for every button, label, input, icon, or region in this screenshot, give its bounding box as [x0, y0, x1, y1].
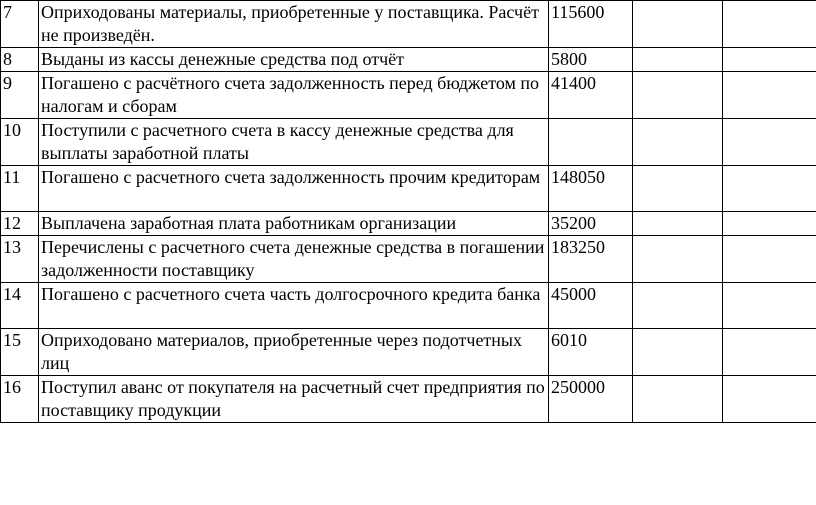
amount-cell: 5800: [549, 48, 633, 72]
debit-account-cell: [633, 48, 723, 72]
credit-account-cell: [723, 283, 816, 329]
operation-description-cell: Поступил аванс от покупателя на расчетный счет предприятия по поставщику продукции: [39, 376, 549, 423]
credit-account-cell: [723, 119, 816, 166]
debit-account-cell: [633, 212, 723, 236]
debit-account-cell: [633, 119, 723, 166]
table-row: [1, 166, 816, 212]
row-number-cell: 14: [1, 283, 39, 329]
credit-account-cell: [723, 329, 816, 376]
amount-cell: 35200: [549, 212, 633, 236]
debit-account-cell: [633, 283, 723, 329]
operation-description-cell: Погашено с расчетного счета задолженность прочим кредиторам: [39, 166, 549, 212]
credit-account-cell: [723, 212, 816, 236]
amount-cell: 250000: [549, 376, 633, 423]
table-row: [1, 329, 816, 376]
table-row: [1, 212, 816, 236]
debit-account-cell: [633, 72, 723, 119]
operation-description-cell: Перечислены с расчетного счета денежные средства в погашении задолженности поставщику: [39, 236, 549, 283]
table-row: [1, 236, 816, 283]
row-number-cell: 7: [1, 1, 39, 48]
credit-account-cell: [723, 48, 816, 72]
row-number-cell: 12: [1, 212, 39, 236]
credit-account-cell: [723, 376, 816, 423]
debit-account-cell: [633, 329, 723, 376]
amount-cell: 45000: [549, 283, 633, 329]
table-row: [1, 48, 816, 72]
amount-cell: [549, 119, 633, 166]
row-number-cell: 10: [1, 119, 39, 166]
operations-table-body: [1, 1, 816, 423]
credit-account-cell: [723, 166, 816, 212]
amount-cell: 6010: [549, 329, 633, 376]
debit-account-cell: [633, 236, 723, 283]
debit-account-cell: [633, 166, 723, 212]
row-number-cell: 11: [1, 166, 39, 212]
operation-description-cell: Выплачена заработная плата работникам организации: [39, 212, 549, 236]
amount-cell: 148050: [549, 166, 633, 212]
row-number-cell: 13: [1, 236, 39, 283]
credit-account-cell: [723, 72, 816, 119]
operation-description-cell: Погашено с расчётного счета задолженность перед бюджетом по налогам и сборам: [39, 72, 549, 119]
table-row: [1, 376, 816, 423]
operation-description-cell: Выданы из кассы денежные средства под отчёт: [39, 48, 549, 72]
debit-account-cell: [633, 1, 723, 48]
operation-description-cell: Оприходованы материалы, приобретенные у поставщика. Расчёт не произведён.: [39, 1, 549, 48]
operation-description-cell: Поступили с расчетного счета в кассу денежные средства для выплаты заработной платы: [39, 119, 549, 166]
row-number-cell: 9: [1, 72, 39, 119]
table-row: [1, 72, 816, 119]
table-row: [1, 119, 816, 166]
row-number-cell: 15: [1, 329, 39, 376]
credit-account-cell: [723, 236, 816, 283]
amount-cell: 115600: [549, 1, 633, 48]
row-number-cell: 16: [1, 376, 39, 423]
table-row: [1, 283, 816, 329]
row-number-cell: 8: [1, 48, 39, 72]
operation-description-cell: Погашено с расчетного счета часть долгосрочного кредита банка: [39, 283, 549, 329]
credit-account-cell: [723, 1, 816, 48]
amount-cell: 183250: [549, 236, 633, 283]
table-row: [1, 1, 816, 48]
amount-cell: 41400: [549, 72, 633, 119]
debit-account-cell: [633, 376, 723, 423]
operation-description-cell: Оприходовано материалов, приобретенные через подотчетных лиц: [39, 329, 549, 376]
